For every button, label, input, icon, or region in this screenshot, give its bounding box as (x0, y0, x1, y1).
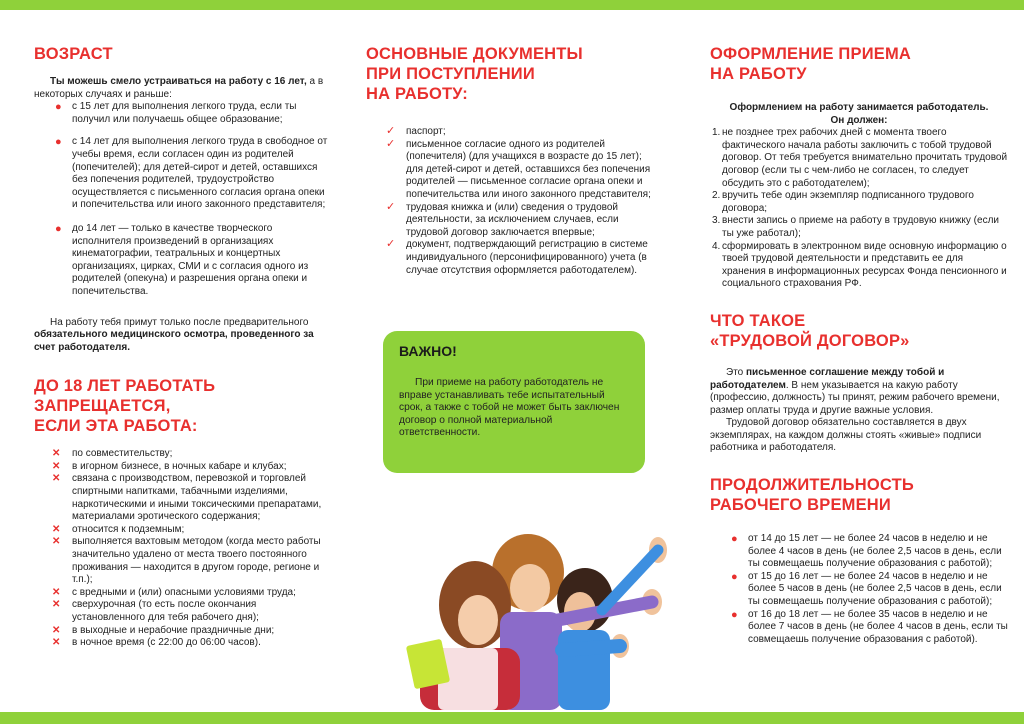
red-dot-icon: ● (731, 570, 738, 583)
hiring-intro: Оформлением на работу занимается работодатель. Он должен: (729, 102, 989, 126)
list-item: ✕ сверхурочная (то есть после окончания установленного для тебя рабочего дня); (52, 599, 259, 623)
red-dot-icon: ● (731, 533, 738, 546)
list-item: ✓ паспорт; (386, 125, 446, 137)
red-check-icon: ✓ (386, 137, 396, 150)
red-cross-icon: ✕ (52, 599, 61, 611)
red-dot-icon: ● (731, 608, 738, 621)
red-cross-icon: ✕ (52, 586, 61, 598)
red-check-icon: ✓ (386, 200, 396, 213)
list-item: ✕ в игорном бизнесе, в ночных кабаре и клубах; (52, 460, 287, 472)
red-cross-icon: ✕ (52, 624, 61, 636)
list-item: ✕ в выходные и нерабочие праздничные дни; (52, 624, 275, 636)
list-item: ✕ выполняется вахтовым методом (когда место работы значительно удалено от места твоего постоянного проживания — находится в другом городе, регионе и т.п.); (52, 536, 321, 586)
age-list (34, 101, 330, 298)
contract-title: ЧТО ТАКОЕ «ТРУДОВОЙ ДОГОВОР» (710, 311, 910, 350)
list-item: ● с 15 лет для выполнения легкого труда, если ты получил или получаешь общее образование; (55, 101, 297, 125)
list-item: ✓ письменное согласие одного из родителей (попечителя) (для учащихся в возрасте до 15 лет); для детей-сирот и детей, оставшихся без попечения родителей — письменное согласие органа опеки и попечительства или иного законного представителя; (386, 137, 651, 200)
teenagers-photo (380, 480, 680, 710)
column-middle (366, 38, 661, 277)
list-item: 2. вручить тебе один экземпляр подписанного трудового договора; (712, 190, 974, 214)
important-text: При приеме на работу работодатель не вправе устанавливать тебе испытательный срок, а также с тобой не может быть заключен договор о полной материальной ответственности. (399, 377, 620, 439)
bottom-green-stripe (0, 712, 1024, 724)
red-check-icon: ✓ (386, 238, 396, 251)
red-cross-icon: ✕ (52, 473, 61, 485)
list-item: 1. не позднее трех рабочих дней с момента твоего фактического начала работы заключить с тобой трудовой договор. От тебя требуется внимательно прочитать трудовой договор (если ты с чем-либо не согласен, то следует обсудить это с работодателем); (712, 127, 1008, 189)
list-item: ✕ по совместительству; (52, 448, 173, 460)
important-title: ВАЖНО! (399, 343, 457, 359)
duration-list (710, 533, 1008, 646)
list-item: 4. сформировать в электронном виде основную информацию о твоей трудовой деятельности и представить ее для хранения в информационных ресурсах Фонда пенсионного и социального страхования РФ. (712, 240, 1007, 290)
red-cross-icon: ✕ (52, 448, 61, 460)
hiring-title: ОФОРМЛЕНИЕ ПРИЕМА НА РАБОТУ (710, 45, 912, 83)
age-title: ВОЗРАСТ (34, 45, 113, 63)
duration-title: ПРОДОЛЖИТЕЛЬНОСТЬ РАБОЧЕГО ВРЕМЕНИ (710, 476, 914, 515)
list-item: ✓ трудовая книжка и (или) сведения о трудовой деятельности, за исключением случаев, если трудовой договор заключается впервые; (386, 200, 619, 238)
red-cross-icon: ✕ (52, 523, 61, 535)
red-cross-icon: ✕ (52, 637, 61, 649)
list-item: ✓ документ, подтверждающий регистрацию в системе индивидуального (персонифицированного) учета (в случае отсутствия оформляется работодателем). (386, 238, 648, 276)
important-box (383, 331, 645, 473)
contract-paragraph-2: Трудовой договор обязательно составляется в двух экземплярах, на каждом должны стоять «живые» подписи работника и работодателя. (710, 417, 982, 454)
documents-title: ОСНОВНЫЕ ДОКУМЕНТЫ ПРИ ПОСТУПЛЕНИИ НА РАБОТУ: (366, 45, 583, 103)
forbidden-list (34, 448, 330, 650)
red-check-icon: ✓ (386, 125, 396, 137)
list-item: ✕ относится к подземным; (52, 523, 185, 535)
documents-list (366, 126, 661, 277)
age-intro: Ты можешь смело устраиваться на работу с 16 лет, а в некоторых случаях и раньше: (34, 76, 324, 100)
list-item: ● от 15 до 16 лет — не более 24 часов в неделю и не более 5 часов в день (не более 2,5 часов в день, если ты совмещаешь получение образования с работой); (731, 570, 1002, 608)
list-item: ● с 14 лет для выполнения легкого труда в свободное от учебы время, если согласен один из родителей (попечителей); для детей-сирот и детей, оставшихся без попечения родителей, трудоустройство осуществляется с письменного согласия органа опеки и попечительства или иного законного представителя; (55, 136, 328, 211)
list-item: ✕ с вредными и (или) опасными условиями труда; (52, 586, 296, 598)
list-item: ● от 14 до 15 лет — не более 24 часов в неделю и не более 4 часов в день (не более 2,5 часов в день, если ты совмещаешь получение образования с работой); (731, 533, 1002, 570)
red-dot-icon: ● (55, 101, 62, 114)
list-item: 3. внести запись о приеме на работу в трудовую книжку (если ты уже работал); (712, 215, 999, 239)
list-item: ✕ связана с производством, перевозкой и торговлей спиртными напитками, табачными изделиями, наркотическими и иными токсическими препаратами, материалами эротического содержания; (52, 473, 322, 523)
list-item: ● от 16 до 18 лет — не более 35 часов в неделю и не более 7 часов в день (не более 4 часов в день, если ты совмещаешь получение образования с работой). (731, 608, 1008, 645)
contract-paragraph: Это письменное соглашение между тобой и работодателем. В нем указывается на какую работу (профессию, должность) ты принят, режим рабочего времени, размер оплаты труда и другие важные условия. (710, 366, 1000, 416)
red-cross-icon: ✕ (52, 460, 61, 472)
column-right (710, 38, 1008, 646)
red-dot-icon: ● (55, 222, 62, 235)
red-dot-icon: ● (55, 136, 62, 149)
red-cross-icon: ✕ (52, 536, 61, 548)
column-left (34, 38, 330, 650)
medical-note: На работу тебя примут только после предварительного обязательного медицинского осмотра, проведенного за счет работодателя. (34, 316, 314, 353)
list-item: ● до 14 лет — только в качестве творческого исполнителя произведений в организациях кинематографии, театральных и концертных организациях, цирках, СМИ и с согласия одного из родителей (опекуна) и разрешения органа опеки и попечительства. (55, 222, 309, 297)
top-green-stripe (0, 0, 1024, 10)
forbidden-title: ДО 18 ЛЕТ РАБОТАТЬ ЗАПРЕЩАЕТСЯ, ЕСЛИ ЭТА РАБОТА: (34, 377, 216, 436)
hiring-list (698, 127, 1008, 291)
list-item: ✕ в ночное время (с 22:00 до 06:00 часов). (52, 637, 261, 649)
